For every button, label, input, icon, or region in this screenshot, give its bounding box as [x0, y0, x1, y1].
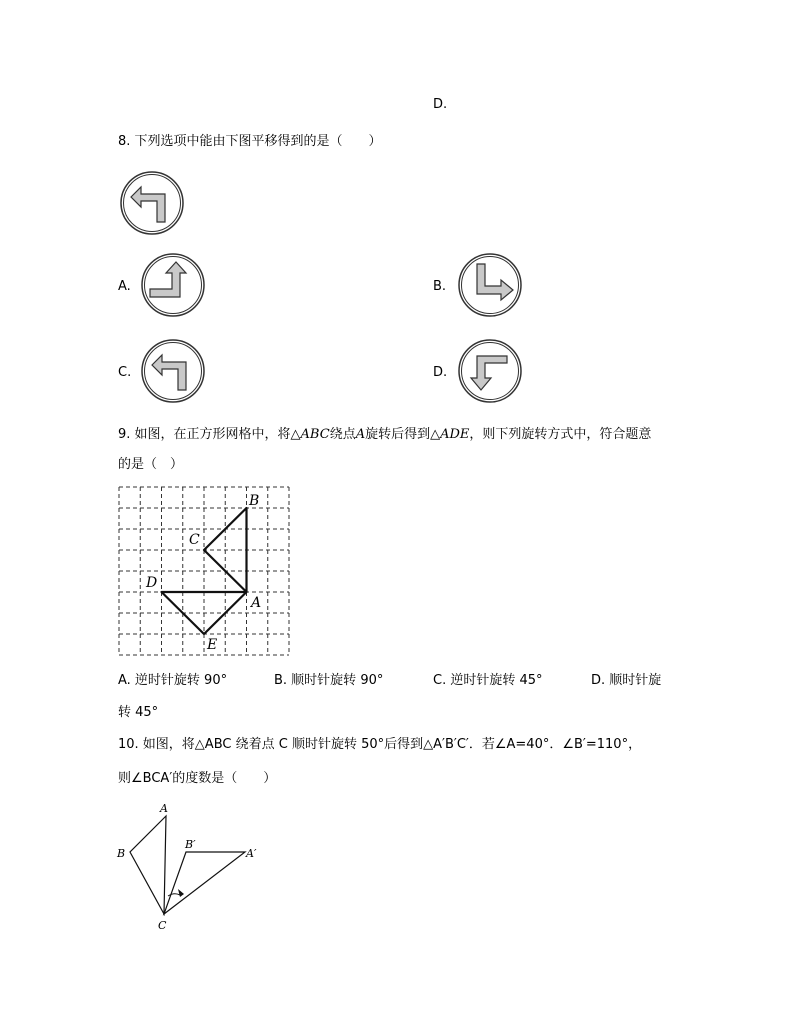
q9-option-d[interactable]: D. 顺时针旋 [591, 673, 662, 688]
q9-triangle-ade: △ADE [430, 427, 470, 442]
q10-label-a: A [160, 802, 168, 815]
q9-label-a: A [251, 595, 262, 611]
angle-marker [178, 889, 184, 897]
q9-triangle-abc: △ABC [290, 427, 330, 442]
q8-option-c-label[interactable]: C. [118, 365, 132, 380]
q9-option-d-cont: 转 45° [118, 705, 159, 720]
q8-option-b-label[interactable]: B. [433, 279, 447, 294]
q9-option-c[interactable]: C. 逆时针旋转 45° [433, 673, 543, 688]
q9-stem-line1 [118, 426, 651, 444]
q8-stem: 8. 下列选项中能由下图平移得到的是（ ） [118, 134, 382, 149]
triangle-abc [130, 816, 166, 914]
q10-stem-line1: 10. 如图，将△ABC 绕着点 C 顺时针旋转 50°后得到△A′B′C′．若∠A=40°．∠B′=110°， [118, 737, 642, 752]
q9-stem-mid2: 旋转后得到 [365, 427, 431, 442]
q10-label-b-prime: B′ [185, 838, 196, 851]
q9-label-d: D [146, 575, 158, 591]
q10-label-c: C [158, 919, 167, 932]
prev-option-d: D. [433, 97, 448, 112]
q9-label-e: E [207, 637, 218, 653]
q8-reference-figure [119, 170, 187, 238]
q9-stem-suffix: ，则下列旋转方式中，符合题意 [469, 427, 652, 442]
q10-label-b: B [117, 847, 126, 860]
q8-option-d-figure[interactable] [457, 338, 525, 406]
q9-stem-line2: 的是（ ） [118, 457, 184, 472]
q9-label-b: B [249, 493, 260, 509]
q8-option-a-label[interactable]: A. [118, 279, 131, 294]
triangle-a2b2c [164, 852, 245, 914]
q9-option-b[interactable]: B. 顺时针旋转 90° [274, 673, 384, 688]
q9-point-a: A [355, 427, 366, 442]
q10-stem-line2: 则∠BCA′的度数是（ ） [118, 771, 277, 786]
q10-label-a-prime: A′ [246, 847, 257, 860]
q9-label-c: C [189, 532, 200, 548]
q9-grid-figure [116, 483, 296, 661]
q9-option-a[interactable]: A. 逆时针旋转 90° [118, 673, 228, 688]
q9-stem-mid1: 绕点 [329, 427, 356, 442]
grid-lines [119, 487, 289, 655]
q8-option-a-figure[interactable] [140, 252, 208, 320]
q10-rotation-figure [112, 800, 272, 940]
q8-option-c-figure[interactable] [140, 338, 208, 406]
q8-option-b-figure[interactable] [457, 252, 525, 320]
q8-option-d-label[interactable]: D. [433, 365, 448, 380]
angle-arc [168, 894, 180, 896]
q9-stem-prefix: 9. 如图，在正方形网格中，将 [118, 427, 291, 442]
